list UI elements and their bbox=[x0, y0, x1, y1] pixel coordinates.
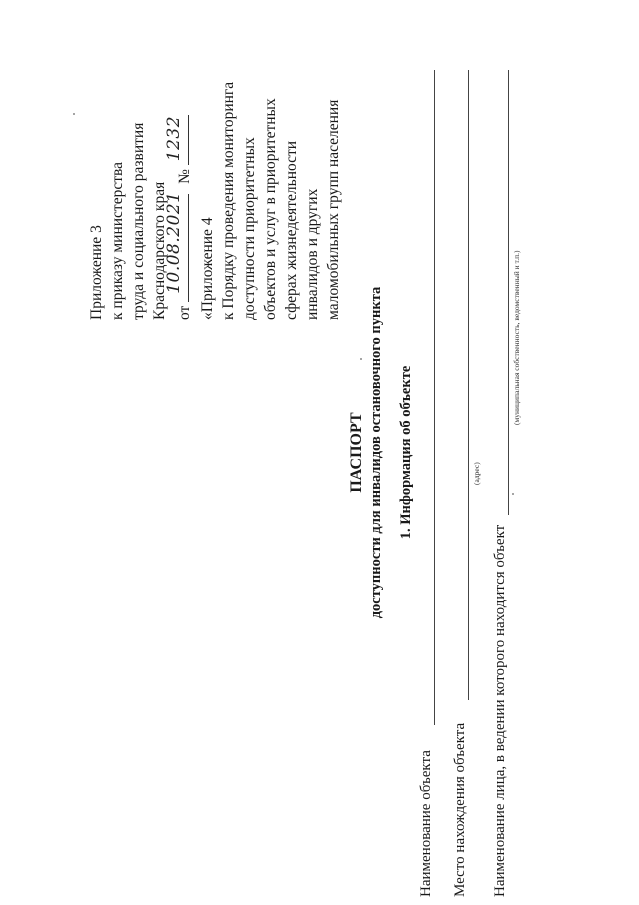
appendix-date-row bbox=[164, 115, 195, 320]
sub-appendix-line-5: сферах жизнедеятельности bbox=[283, 140, 300, 320]
date-prefix: от bbox=[176, 305, 193, 320]
number-prefix: № bbox=[176, 169, 193, 184]
object-name-label: Наименование объекта bbox=[418, 750, 434, 897]
appendix-line-2: к приказу министерства bbox=[109, 162, 126, 320]
sub-appendix-line-1: «Приложение 4 bbox=[199, 217, 216, 320]
number-field bbox=[164, 115, 189, 165]
date-handwritten: 10.08.2021 bbox=[164, 191, 184, 294]
appendix-line-3: труда и социального развития bbox=[130, 122, 147, 320]
date-field bbox=[164, 191, 189, 302]
owner-line bbox=[508, 70, 509, 515]
section-title: 1. Информация об объекте bbox=[398, 365, 414, 540]
sub-appendix-line-6: инвалидов и других bbox=[304, 188, 321, 320]
sub-appendix-line-2: к Порядку проведения мониторинга bbox=[220, 81, 237, 320]
sub-appendix-line-3: доступности приоритетных bbox=[241, 137, 258, 320]
location-label: Место нахождения объекта bbox=[452, 722, 468, 897]
document-subtitle: доступности для инвалидов остановочного пункта bbox=[368, 286, 384, 619]
scan-speck bbox=[360, 358, 362, 360]
location-line bbox=[468, 70, 469, 700]
document-title: ПАСПОРТ bbox=[348, 412, 365, 493]
owner-label: Наименование лица, в ведении которого находится объект bbox=[492, 524, 508, 897]
owner-caption: (муниципальная собственность, ведомственный и т.п.) bbox=[512, 250, 521, 425]
appendix-line-1: Приложение 3 bbox=[88, 225, 105, 320]
sub-appendix-line-7: маломобильных групп населения bbox=[325, 99, 342, 320]
location-caption: (адрес) bbox=[472, 462, 481, 485]
number-handwritten: 1232 bbox=[164, 115, 184, 162]
scan-speck bbox=[73, 113, 75, 115]
appendix-line-4: Краснодарского края bbox=[151, 181, 168, 320]
scan-speck bbox=[512, 493, 514, 495]
sub-appendix-line-4: объектов и услуг в приоритетных bbox=[262, 98, 279, 320]
object-name-line bbox=[434, 70, 435, 725]
